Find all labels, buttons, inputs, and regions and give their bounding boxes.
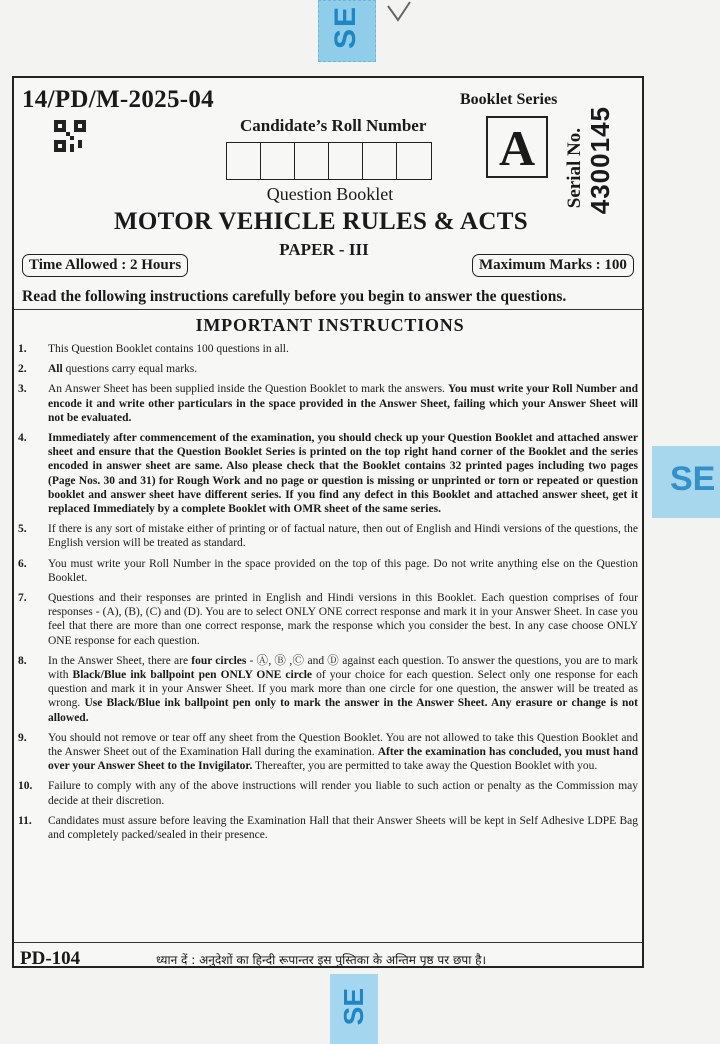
item-number: 1.	[18, 343, 27, 355]
read-instructions-note: Read the following instructions carefully before you begin to answer the questions.	[22, 288, 567, 305]
maximum-marks: Maximum Marks : 100	[472, 254, 634, 277]
item-text: In the Answer Sheet, there are	[48, 654, 192, 667]
item-text: of your choice for each question. Select only one response for each question and mark it in your Answer Sheet. If you mark more than one circle for one question, the answer will be treated as wrong.	[48, 669, 638, 710]
time-allowed: Time Allowed : 2 Hours	[22, 254, 188, 277]
item-bold-text: All	[48, 363, 63, 376]
item-number: 2.	[18, 363, 27, 376]
seal-text: SE	[670, 460, 716, 498]
item-number: 4.	[18, 432, 27, 445]
list-item	[18, 557, 638, 585]
list-item	[18, 591, 638, 648]
instructions-title: IMPORTANT INSTRUCTIONS	[195, 315, 465, 335]
roll-digit-box[interactable]	[397, 143, 431, 179]
item-text: An Answer Sheet has been supplied inside the Question Booklet to mark the answers.	[48, 383, 449, 396]
item-bold-text: You must write your Roll Number and encode it and write other particulars in the space provided in the Answer Sheet, failing which your Answer Sheet will not be evaluated.	[48, 383, 639, 424]
serial-number: 4300145	[585, 106, 615, 215]
security-seal-top	[318, 0, 376, 62]
list-item	[18, 431, 638, 516]
item-text: questions carry equal marks.	[62, 363, 198, 376]
item-number: 11.	[18, 814, 32, 827]
list-item	[18, 814, 638, 842]
item-number: 9.	[18, 731, 27, 744]
item-number: 6.	[18, 557, 27, 570]
item-number: 3.	[18, 383, 27, 396]
item-text: You should not remove or tear off any sheet from the Question Booklet. You are not allowed to take this Question Booklet and the Answer Sheet out of the Examination Hall during the examination.	[48, 731, 638, 759]
list-item	[18, 654, 638, 725]
item-bold-text: After the examination has concluded, you must hand over your Answer Sheet to the Invigilator.	[48, 746, 638, 773]
list-item	[18, 522, 638, 550]
qr-code-icon	[54, 120, 86, 152]
footer-code: PD-104	[20, 948, 81, 969]
seal-text: SE	[338, 988, 369, 1026]
item-text: You must write your Roll Number in the space provided on the top of this page. Do not write anything else on the Question Booklet.	[48, 557, 638, 584]
item-text: Thereafter, you are permitted to take away the Question Booklet with you.	[252, 760, 598, 773]
list-item	[18, 342, 638, 356]
roll-digit-box[interactable]	[227, 143, 261, 179]
item-text: - Ⓐ, Ⓑ ,Ⓒ and Ⓓ against each question. To answer the questions, you are to mark with	[48, 654, 638, 682]
item-bold-text: Black/Blue ink ballpoint pen ONLY ONE circle	[72, 669, 313, 682]
item-text: Failure to comply with any of the above instructions will render you liable to such action or penalty as the Commission may decide at their discretion.	[48, 780, 638, 807]
security-seal-right	[652, 446, 720, 518]
item-number: 5.	[18, 523, 27, 536]
divider	[14, 942, 642, 943]
hindi-note: ध्यान दें : अनुदेशों का हिन्दी रूपान्तर इस पुस्तिका के अन्तिम पृष्ठ पर छपा है।	[156, 953, 487, 967]
item-bold-text: four circles	[191, 654, 247, 667]
roll-digit-box[interactable]	[261, 143, 295, 179]
seal-text: SE	[329, 5, 362, 50]
booklet-series-value: A	[486, 116, 548, 178]
list-item	[18, 382, 638, 425]
item-number: 7.	[18, 592, 27, 605]
item-text: This Question Booklet contains 100 questions in all.	[48, 343, 289, 355]
item-text: Candidates must assure before leaving the Examination Hall that their Answer Sheets will be kept in Self Adhesive LDPE Bag and completely packed/sealed in their presence.	[48, 814, 638, 842]
roll-number-boxes[interactable]	[226, 142, 432, 180]
booklet-code: 14/PD/M-2025-04	[22, 86, 214, 113]
item-text: Questions and their responses are printed in English and Hindi versions in this Booklet. Each question comprises of four responses - (A), (B), (C) and (D). You are to select ONLY ONE correct response and mark it in your Answer Sheet. In case you feel that there are more than one correct response, mark the response which you consider the best. In any case choose ONLY ONE response for each question.	[48, 592, 638, 647]
paper-number: PAPER - III	[279, 240, 369, 259]
booklet-series-label: Booklet Series	[460, 91, 558, 108]
item-number: 8.	[18, 654, 27, 667]
booklet-label: Question Booklet	[266, 184, 394, 204]
list-item	[18, 731, 638, 774]
list-item	[18, 779, 638, 807]
item-bold-text: Immediately after commencement of the examination, you should check up your Question Booklet and attached answer sheet and ensure that the Question Booklet Series is printed on the top right hand corner of the Booklet and the series encoded in answer sheet are same. Also please check that the Booklet contains 32 printed pages including two pages (Page Nos. 30 and 31) for Rough Work and no page or question is missing or unprinted or torn or repeated or question booklet and answer sheet have different series. If you find any defect in this Booklet and attached answer sheet, get it replaced Immediately by a complete Booklet with OMR sheet of the same series.	[48, 432, 638, 516]
instructions-list	[18, 342, 638, 842]
roll-digit-box[interactable]	[363, 143, 397, 179]
item-text: If there is any sort of mistake either of printing or of factual nature, then out of English and Hindi versions of the questions, the English version will be treated as standard.	[48, 523, 638, 550]
roll-digit-box[interactable]	[295, 143, 329, 179]
roll-number-label: Candidate’s Roll Number	[240, 116, 427, 135]
serial-number-label: Serial No.	[564, 128, 585, 209]
roll-digit-box[interactable]	[329, 143, 363, 179]
security-seal-bottom	[330, 974, 378, 1044]
list-item	[18, 362, 638, 376]
divider	[14, 309, 642, 310]
pen-mark	[386, 0, 412, 22]
item-bold-text: Use Black/Blue ink ballpoint pen only to mark the answer in the Answer Sheet. Any erasure or change is not allowed.	[48, 697, 638, 724]
subject-title: MOTOR VEHICLE RULES & ACTS	[114, 208, 528, 235]
question-booklet-cover	[12, 76, 644, 968]
item-number: 10.	[18, 780, 33, 793]
